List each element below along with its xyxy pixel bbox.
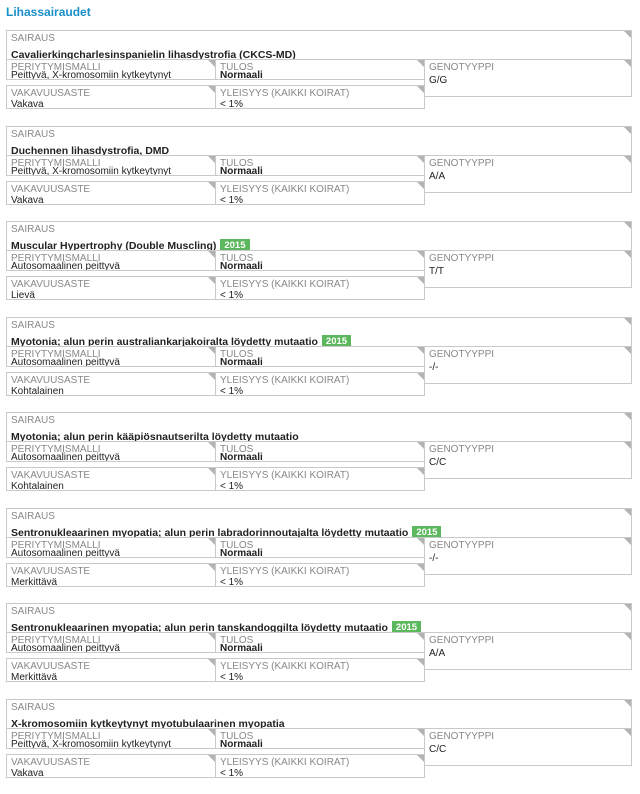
- disease-label: SAIRAUS: [11, 510, 55, 522]
- prevalence-value: < 1%: [220, 576, 244, 587]
- inheritance-label: PERIYTYMISMALLI: [11, 539, 101, 551]
- severity-cell[interactable]: [6, 372, 216, 396]
- prevalence-value: < 1%: [220, 99, 244, 109]
- disease-name: Myotonia; alun perin australiankarjakoiralta löydetty mutaatio: [11, 335, 318, 347]
- severity-value: Kohtalainen: [11, 481, 64, 491]
- result-cell[interactable]: [215, 155, 425, 176]
- disease-name-cell[interactable]: [6, 126, 632, 156]
- disease-card: [6, 508, 632, 587]
- result-label: TULOS: [220, 348, 254, 360]
- severity-cell[interactable]: [6, 276, 216, 300]
- inheritance-cell[interactable]: [6, 441, 216, 462]
- genotype-cell[interactable]: [424, 155, 632, 193]
- prevalence-cell[interactable]: [215, 181, 425, 205]
- inheritance-label: PERIYTYMISMALLI: [11, 62, 101, 73]
- prevalence-cell[interactable]: [215, 658, 425, 682]
- result-value: Normaali: [220, 165, 263, 176]
- inheritance-label: PERIYTYMISMALLI: [11, 444, 101, 455]
- genotype-cell[interactable]: [424, 632, 632, 670]
- disease-label: SAIRAUS: [11, 319, 55, 331]
- prevalence-label: YLEISYYS (KAIKKI KOIRAT): [220, 88, 350, 99]
- disease-label: SAIRAUS: [11, 33, 55, 44]
- disease-name: X-kromosomiin kytkeytynyt myotubulaarinen myopatia: [11, 717, 285, 729]
- prevalence-cell[interactable]: [215, 372, 425, 396]
- genotype-value: G/G: [429, 75, 448, 86]
- genotype-label: GENOTYYPPI: [429, 62, 495, 73]
- disease-label: SAIRAUS: [11, 701, 55, 713]
- prevalence-label: YLEISYYS (KAIKKI KOIRAT): [220, 279, 350, 290]
- genotype-cell[interactable]: [424, 441, 632, 479]
- severity-value: Vakava: [11, 767, 44, 778]
- result-label: TULOS: [220, 253, 254, 264]
- severity-label: VAKAVUUSASTE: [11, 565, 91, 577]
- severity-value: Lievä: [11, 290, 35, 300]
- genotype-value: A/A: [429, 648, 446, 659]
- prevalence-label: YLEISYYS (KAIKKI KOIRAT): [220, 470, 350, 481]
- disease-name-cell[interactable]: [6, 699, 632, 729]
- prevalence-cell[interactable]: [215, 85, 425, 109]
- disease-name-cell[interactable]: [6, 221, 632, 251]
- result-value: Normaali: [220, 452, 263, 462]
- year-badge: 2015: [392, 621, 421, 633]
- genotype-value: C/C: [429, 743, 447, 755]
- severity-label: VAKAVUUSASTE: [11, 279, 91, 290]
- inheritance-value: Peittyvä, X-kromosomiin kytkeytynyt: [11, 70, 172, 80]
- disease-label: SAIRAUS: [11, 128, 55, 140]
- severity-cell[interactable]: [6, 563, 216, 587]
- inheritance-value: Autosomaalinen peittyvä: [11, 452, 120, 462]
- severity-label: VAKAVUUSASTE: [11, 88, 91, 99]
- result-cell[interactable]: [215, 250, 425, 271]
- result-label: TULOS: [220, 157, 254, 169]
- year-badge: 2015: [412, 526, 441, 538]
- inheritance-cell[interactable]: [6, 728, 216, 749]
- genotype-label: GENOTYYPPI: [429, 348, 495, 360]
- disease-name: Sentronukleaarinen myopatia; alun perin tanskandoggilta löydetty mutaatio: [11, 622, 388, 633]
- section-title: Lihassairaudet: [6, 5, 91, 19]
- genotype-label: GENOTYYPPI: [429, 253, 495, 264]
- inheritance-value: Autosomaalinen peittyvä: [11, 261, 120, 271]
- disease-name: Cavalierkingcharlesinspanielin lihasdystrofia (CKCS-MD): [11, 49, 296, 60]
- genotype-label: GENOTYYPPI: [429, 157, 495, 169]
- genotype-label: GENOTYYPPI: [429, 730, 495, 742]
- severity-cell[interactable]: [6, 658, 216, 682]
- genotype-value: -/-: [429, 552, 439, 564]
- disease-name-cell[interactable]: [6, 317, 632, 347]
- disease-card: [6, 699, 632, 778]
- result-cell[interactable]: [215, 441, 425, 462]
- severity-value: Vakava: [11, 194, 44, 205]
- severity-label: VAKAVUUSASTE: [11, 661, 91, 672]
- inheritance-cell[interactable]: [6, 632, 216, 653]
- result-value: Normaali: [220, 643, 263, 653]
- prevalence-cell[interactable]: [215, 276, 425, 300]
- result-label: TULOS: [220, 444, 254, 455]
- severity-label: VAKAVUUSASTE: [11, 374, 91, 386]
- disease-card: [6, 603, 632, 682]
- severity-value: Kohtalainen: [11, 385, 64, 396]
- disease-card: [6, 126, 632, 205]
- prevalence-label: YLEISYYS (KAIKKI KOIRAT): [220, 756, 350, 768]
- genotype-label: GENOTYYPPI: [429, 635, 495, 646]
- inheritance-cell[interactable]: [6, 537, 216, 558]
- result-cell[interactable]: [215, 632, 425, 653]
- genotype-value: T/T: [429, 266, 444, 277]
- prevalence-label: YLEISYYS (KAIKKI KOIRAT): [220, 565, 350, 577]
- prevalence-cell[interactable]: [215, 563, 425, 587]
- genotype-cell[interactable]: [424, 59, 632, 97]
- result-cell[interactable]: [215, 59, 425, 80]
- inheritance-cell[interactable]: [6, 59, 216, 80]
- inheritance-value: Autosomaalinen peittyvä: [11, 547, 120, 558]
- disease-card: [6, 221, 632, 300]
- disease-name: Sentronukleaarinen myopatia; alun perin labradorinnoutajalta löydetty mutaatio: [11, 526, 409, 538]
- inheritance-label: PERIYTYMISMALLI: [11, 730, 101, 742]
- year-badge: 2015: [322, 335, 351, 347]
- disease-card: [6, 30, 632, 109]
- severity-value: Merkittävä: [11, 576, 58, 587]
- result-cell[interactable]: [215, 537, 425, 558]
- genotype-cell[interactable]: [424, 250, 632, 288]
- disease-name: Duchennen lihasdystrofia, DMD: [11, 144, 170, 156]
- inheritance-value: Peittyvä, X-kromosomiin kytkeytynyt: [11, 738, 172, 749]
- result-value: Normaali: [220, 356, 263, 367]
- result-cell[interactable]: [215, 346, 425, 367]
- disease-name-cell[interactable]: [6, 508, 632, 538]
- result-cell[interactable]: [215, 728, 425, 749]
- inheritance-label: PERIYTYMISMALLI: [11, 157, 101, 169]
- result-value: Normaali: [220, 261, 263, 271]
- prevalence-label: YLEISYYS (KAIKKI KOIRAT): [220, 661, 350, 672]
- disease-label: SAIRAUS: [11, 415, 55, 426]
- disease-name-cell[interactable]: [6, 412, 632, 442]
- prevalence-value: < 1%: [220, 290, 244, 300]
- disease-card: [6, 317, 632, 396]
- genotype-label: GENOTYYPPI: [429, 444, 495, 455]
- genotype-value: C/C: [429, 457, 447, 468]
- severity-label: VAKAVUUSASTE: [11, 756, 91, 768]
- disease-name: Muscular Hypertrophy (Double Muscling): [11, 240, 217, 251]
- genotype-cell[interactable]: [424, 346, 632, 384]
- disease-label: SAIRAUS: [11, 606, 55, 617]
- inheritance-cell[interactable]: [6, 155, 216, 176]
- disease-name: Myotonia; alun perin kääpiösnautserilta löydetty mutaatio: [11, 431, 299, 442]
- inheritance-label: PERIYTYMISMALLI: [11, 635, 101, 646]
- prevalence-value: < 1%: [220, 385, 244, 396]
- disease-name-cell[interactable]: [6, 30, 632, 60]
- prevalence-label: YLEISYYS (KAIKKI KOIRAT): [220, 183, 350, 195]
- prevalence-value: < 1%: [220, 672, 244, 682]
- prevalence-label: YLEISYYS (KAIKKI KOIRAT): [220, 374, 350, 386]
- result-value: Normaali: [220, 70, 263, 80]
- disease-card: [6, 412, 632, 491]
- inheritance-cell[interactable]: [6, 346, 216, 367]
- genotype-label: GENOTYYPPI: [429, 539, 495, 551]
- genotype-cell[interactable]: [424, 537, 632, 575]
- prevalence-value: < 1%: [220, 767, 244, 778]
- severity-label: VAKAVUUSASTE: [11, 470, 91, 481]
- inheritance-cell[interactable]: [6, 250, 216, 271]
- inheritance-label: PERIYTYMISMALLI: [11, 253, 101, 264]
- result-label: TULOS: [220, 730, 254, 742]
- severity-label: VAKAVUUSASTE: [11, 183, 91, 195]
- prevalence-cell[interactable]: [215, 754, 425, 778]
- result-label: TULOS: [220, 62, 254, 73]
- prevalence-cell[interactable]: [215, 467, 425, 491]
- severity-value: Merkittävä: [11, 672, 58, 682]
- result-label: TULOS: [220, 635, 254, 646]
- result-label: TULOS: [220, 539, 254, 551]
- prevalence-value: < 1%: [220, 481, 244, 491]
- prevalence-value: < 1%: [220, 194, 244, 205]
- result-value: Normaali: [220, 738, 263, 749]
- inheritance-label: PERIYTYMISMALLI: [11, 348, 101, 360]
- severity-cell[interactable]: [6, 181, 216, 205]
- severity-cell[interactable]: [6, 467, 216, 491]
- result-value: Normaali: [220, 547, 263, 558]
- inheritance-value: Autosomaalinen peittyvä: [11, 643, 120, 653]
- inheritance-value: Autosomaalinen peittyvä: [11, 356, 120, 367]
- genotype-value: A/A: [429, 170, 446, 182]
- severity-value: Vakava: [11, 99, 44, 109]
- disease-name-cell[interactable]: [6, 603, 632, 633]
- severity-cell[interactable]: [6, 85, 216, 109]
- genotype-cell[interactable]: [424, 728, 632, 766]
- severity-cell[interactable]: [6, 754, 216, 778]
- inheritance-value: Peittyvä, X-kromosomiin kytkeytynyt: [11, 165, 172, 176]
- year-badge: 2015: [220, 239, 249, 251]
- disease-label: SAIRAUS: [11, 224, 55, 235]
- genotype-value: -/-: [429, 361, 439, 373]
